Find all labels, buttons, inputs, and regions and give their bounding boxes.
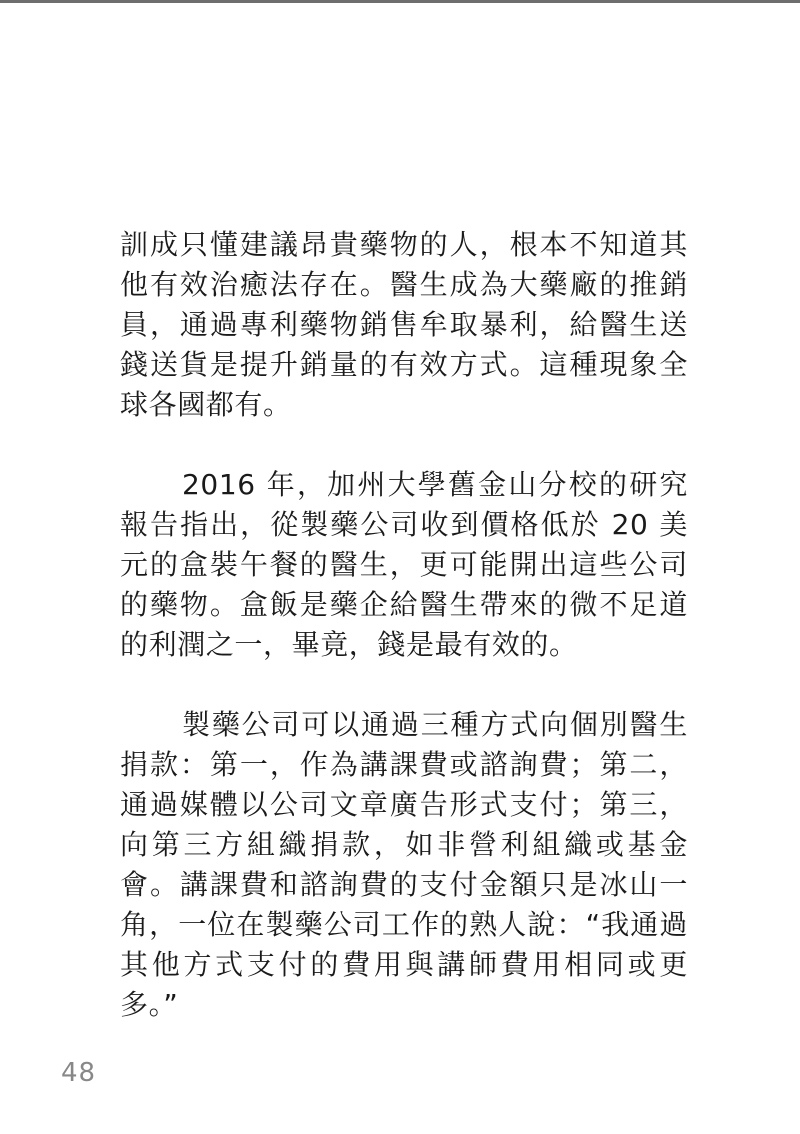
paragraph-2: 2016 年，加州大學舊金山分校的研究報告指出，從製藥公司收到價格低於 20 美元的盒裝午餐的醫生，更可能開出這些公司的藥物。盒飯是藥企給醫生帶來的微不足道的利潤之一，畢竟，錢是最有效的。: [120, 468, 688, 661]
paragraph-1: 訓成只懂建議昂貴藥物的人，根本不知道其他有效治癒法存在。醫生成為大藥廠的推銷員，通過專利藥物銷售牟取暴利，給醫生送錢送貨是提升銷量的有效方式。這種現象全球各國都有。: [120, 228, 688, 421]
paragraph-3: 製藥公司可以通過三種方式向個別醫生捐款：第一，作為講課費或諮詢費；第二，通過媒體以公司文章廣告形式支付；第三，向第三方組織捐款，如非營利組織或基金會。講課費和諮詢費的支付金額只是冰山一角，一位在製藥公司工作的熟人說：“我通過其他方式支付的費用與講師費用相同或更多。”: [120, 708, 688, 1021]
body-text: [120, 225, 688, 1025]
top-border-line: [0, 0, 800, 3]
page-number: 48: [61, 1058, 97, 1088]
